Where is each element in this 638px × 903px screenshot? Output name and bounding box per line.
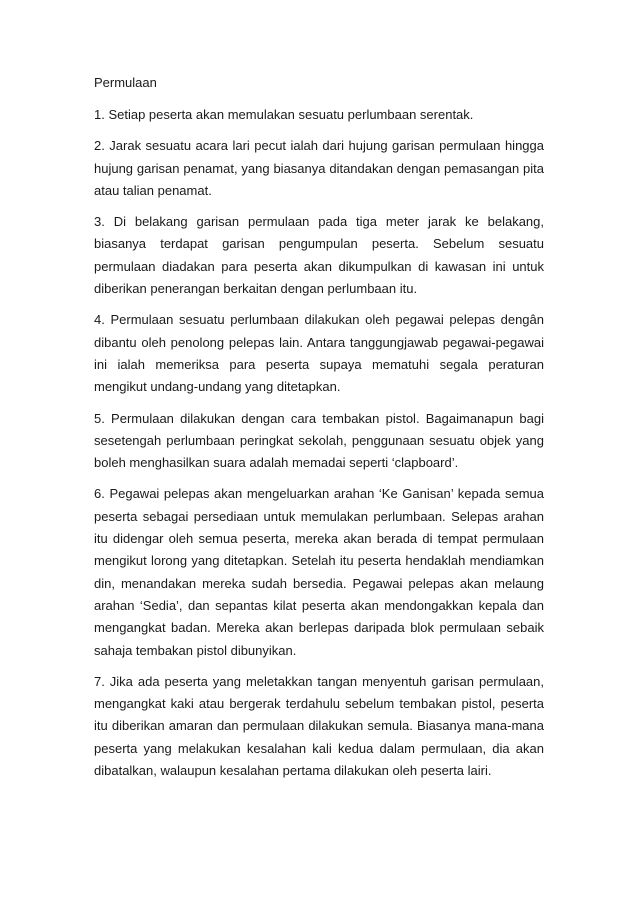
paragraph-5: 5. Permulaan dilakukan dengan cara tembakan pistol. Bagaimanapun bagi sesetengah perlumbaan peringkat sekolah, penggunaan sesuatu objek yang boleh menghasilkan suara adalah memadai seperti ‘clapboard’. <box>94 410 544 471</box>
paragraph-6: 6. Pegawai pelepas akan mengeluarkan arahan ‘Ke Ganisan’ kepada semua peserta sebagai persediaan untuk memulakan perlumbaan. Selepas arahan itu didengar oleh semua peserta, mereka akan berada di tempat permulaan mengikut lorong yang ditetapkan. Setelah itu peserta hendaklah mendiamkan din, menandakan mereka sudah bersedia. Pegawai pelepas akan melaung arahan ‘Sedia’, dan sepantas kilat peserta akan mendongakkan kepala dan mengangkat badan. Mereka akan berlepas daripada blok permulaan sebaik sahaja tembakan pistol dibunyikan. <box>94 486 544 658</box>
paragraph-2: 2. Jarak sesuatu acara lari pecut ialah dari hujung garisan permulaan hingga hujung garisan penamat, yang biasanya ditandakan dengan pemasangan pita atau talian penamat. <box>94 138 544 198</box>
paragraph-4: 4. Permulaan sesuatu perlumbaan dilakukan oleh pegawai pelepas dengân dibantu oleh penolong pelepas lain. Antara tanggungjawab pegawai-pegawai ini ialah memeriksa para peserta supaya mematuhi segala peraturan mengikut undang-undang yang ditetapkan. <box>94 312 544 395</box>
paragraph-1: 1. Setiap peserta akan memulakan sesuatu perlumbaan serentak. <box>94 107 474 122</box>
document-heading: Permulaan <box>94 75 157 90</box>
paragraph-3: 3. Di belakang garisan permulaan pada tiga meter jarak ke belakang, biasanya terdapat garisan pengumpulan peserta. Sebelum sesuatu permulaan diadakan para peserta akan dikumpulkan di kawasan ini untuk diberikan penerangan berkaitan dengan perlumbaan itu. <box>94 214 544 297</box>
document-page <box>94 72 544 791</box>
paragraph-7: 7. Jika ada peserta yang meletakkan tangan menyentuh garisan permulaan, mengangkat kaki atau bergerak terdahulu sebelum tembakan pistol, peserta itu diberikan amaran dan permulaan dilakukan semula. Biasanya mana-mana peserta yang melakukan kesalahan kali kedua dalam permulaan, dia akan dibatalkan, walaupun kesalahan pertama dilakukan oleh peserta lairi. <box>94 673 544 779</box>
